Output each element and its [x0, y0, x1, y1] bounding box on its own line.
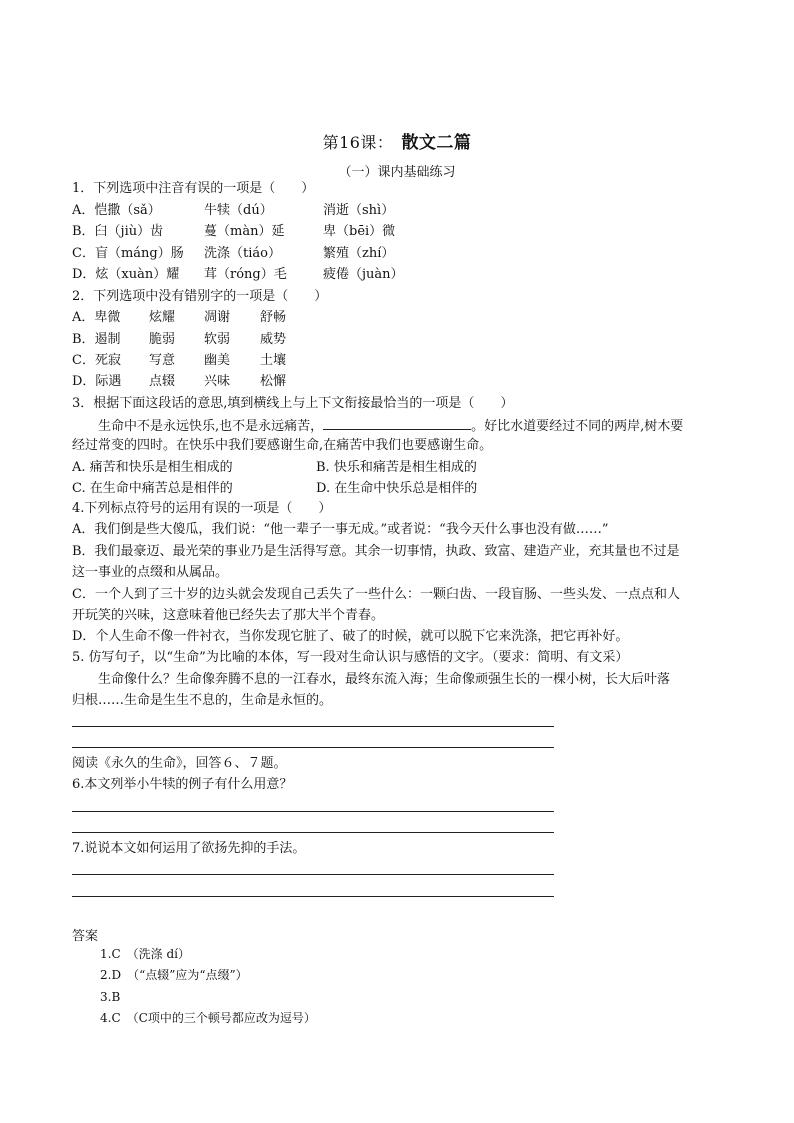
q1-option-a-1: A．恺撒（sǎ）: [72, 203, 161, 218]
answer-item-2: 2.D （“点辍”应为“点缀”）: [100, 968, 248, 982]
q5-example-line-2: 归根……生命是生生不息的，生命是永恒的。: [72, 693, 333, 708]
q1-option-d-1: D．炫（xuàn）耀: [72, 267, 180, 282]
q1-option-b-3: 卑（bēi）微: [323, 224, 396, 239]
q5-example-line-1: 生命像什么？生命像奔腾不息的一江春水，最终东流入海；生命像顽强生长的一棵小树，长大后叶落: [98, 672, 671, 687]
q1-option-d-2: 茸（róng）毛: [204, 267, 287, 282]
lesson-number: 第16课：: [322, 133, 394, 152]
q4-option-c-line-2: 开玩笑的兴味，这意味着他已经失去了那大半个青春。: [72, 608, 385, 623]
q2-option-a-3: 凋谢: [204, 310, 231, 325]
q4-option-d: D．个人生命不像一件衬衣，当你发现它脏了、破了的时候，就可以脱下它来洗涤，把它再补好。: [72, 629, 629, 644]
question-1-stem: 1．下列选项中注音有误的一项是（ ）: [72, 181, 315, 196]
q1-option-c-3: 繁殖（zhí）: [323, 246, 395, 261]
q2-option-a-4: 舒畅: [260, 310, 287, 325]
answer-line: [72, 874, 554, 875]
question-6-stem: 6.本文列举小牛犊的例子有什么用意？: [72, 777, 293, 792]
q3-passage-line-1: [98, 416, 683, 436]
q2-option-d-1: D．际遇: [72, 374, 122, 389]
q3-passage-part-b: 。好比水道要经过不同的两岸,树木要: [471, 419, 684, 434]
q2-option-c-4: 土壤: [260, 353, 287, 368]
q2-option-b-1: B．遏制: [72, 332, 121, 347]
answer-line: [72, 832, 554, 833]
q3-passage-line-2: 经过常变的四时。在快乐中我们要感谢生命,在痛苦中我们也要感谢生命。: [72, 438, 493, 453]
q4-option-b-line-2: 这一事业的点缀和从属品。: [72, 565, 229, 580]
question-3-stem: 3．根据下面这段话的意思,填到横线上与上下文衔接最恰当的一项是（ ）: [72, 396, 514, 411]
page-title: [0, 128, 794, 153]
q2-option-a-2: 炫耀: [149, 310, 176, 325]
answer-line: [72, 896, 554, 897]
question-4-stem: 4.下列标点符号的运用有误的一项是（ ）: [72, 501, 332, 516]
question-7-stem: 7.说说本文如何运用了欲扬先抑的手法。: [72, 841, 306, 856]
lesson-name: 散文二篇: [401, 133, 472, 153]
q1-option-c-1: C．盲（máng）肠: [72, 246, 184, 261]
q1-option-b-2: 蔓（màn）延: [204, 224, 285, 239]
q1-option-d-3: 疲倦（juàn）: [323, 267, 404, 282]
q3-option-c: C. 在生命中痛苦总是相伴的: [72, 481, 233, 496]
q2-option-d-2: 点辍: [149, 374, 176, 389]
question-5-stem: 5. 仿写句子，以“生命”为比喻的本体，写一段对生命认识与感悟的文字。（要求：简明、有文采）: [72, 650, 629, 665]
answer-line: [72, 747, 554, 748]
q1-option-c-2: 洗涤（tiáo）: [204, 246, 281, 261]
q4-option-b-line-1: B．我们最豪迈、最光荣的事业乃是生活得写意。其余一切事情，执政、致富、建造产业，充其量也不过是: [72, 544, 680, 559]
answers-heading: 答案: [72, 929, 99, 944]
section-subtitle: （一）课内基础练习: [338, 165, 456, 180]
q2-option-c-1: C．死寂: [72, 353, 121, 368]
q3-option-a: A. 痛苦和快乐是相生相成的: [72, 460, 233, 475]
answer-line: [72, 811, 554, 812]
q2-option-b-4: 威势: [260, 332, 287, 347]
q2-option-a-1: A．卑微: [72, 310, 121, 325]
q3-option-b: B. 快乐和痛苦是相生相成的: [316, 460, 477, 475]
q3-option-d: D. 在生命中快乐总是相伴的: [316, 481, 478, 496]
q2-option-c-2: 写意: [149, 353, 176, 368]
reading-intro: 阅读《永久的生命》，回答６、７题。: [72, 756, 287, 771]
q2-option-d-3: 兴味: [204, 374, 231, 389]
answer-line: [72, 726, 554, 727]
q4-option-c-line-1: C．一个人到了三十岁的边头就会发现自己丢失了一些什么：一颗臼齿、一段盲肠、一些头发、一点点和人: [72, 587, 680, 602]
q2-option-d-4: 松懈: [260, 374, 287, 389]
q2-option-b-2: 脆弱: [149, 332, 176, 347]
question-2-stem: 2．下列选项中没有错别字的一项是（ ）: [72, 289, 328, 304]
q1-option-a-3: 消逝（shì）: [323, 203, 395, 218]
q1-option-a-2: 牛犊（dú）: [204, 203, 273, 218]
answer-item-1: 1.C （洗涤 dí）: [100, 947, 190, 961]
answer-item-3: 3.B: [100, 990, 121, 1004]
q2-option-c-3: 幽美: [204, 353, 231, 368]
answer-item-4: 4.C （C项中的三个顿号都应改为逗号）: [100, 1011, 316, 1025]
q1-option-b-1: B．臼（jiù）齿: [72, 224, 164, 239]
q3-passage-part-a: 生命中不是永远快乐,也不是永远痛苦，: [98, 419, 324, 434]
q3-fill-blank: [323, 416, 471, 430]
q2-option-b-3: 软弱: [204, 332, 231, 347]
q4-option-a: A．我们倒是些大傻瓜，我们说：“他一辈子一事无成。”或者说：“我今天什么事也没有做……”: [72, 522, 609, 537]
